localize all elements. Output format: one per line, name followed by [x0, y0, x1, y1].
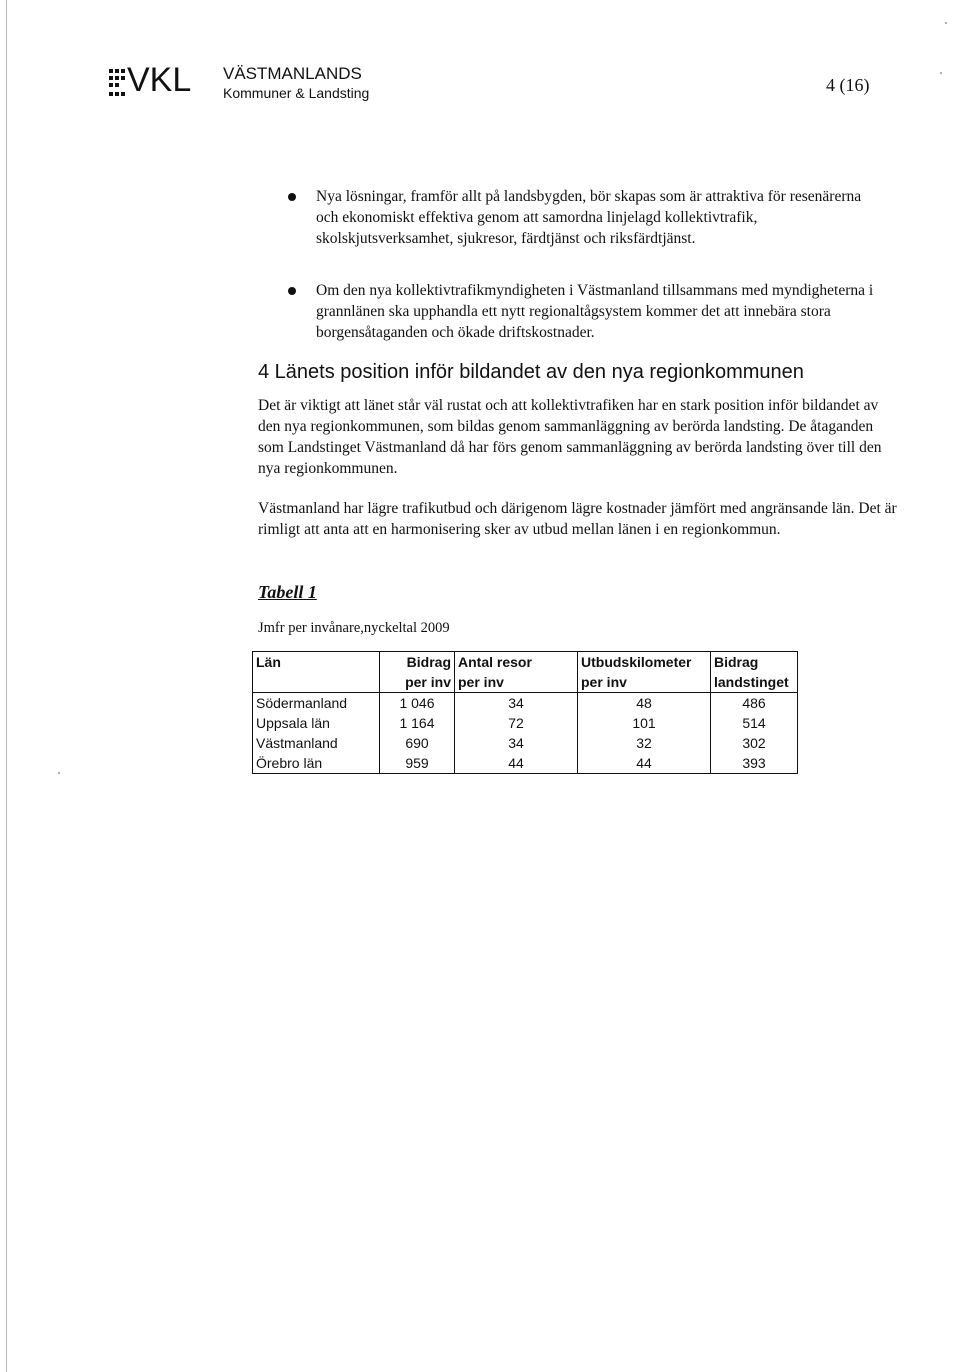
table-row	[253, 733, 798, 753]
org-subtitle: Kommuner & Landsting	[223, 85, 370, 101]
table-caption: Tabell 1	[258, 582, 317, 602]
cell-bidrag-landstinget: 393	[711, 753, 798, 774]
cell-bidrag-landstinget: 514	[711, 713, 798, 733]
header-antal-resor-sub: per inv	[455, 672, 578, 693]
cell-antal-resor: 72	[455, 713, 578, 733]
cell-lan: Södermanland	[253, 693, 380, 714]
scan-edge-line	[6, 0, 7, 1372]
table-row	[253, 693, 798, 714]
logo-text: VKL	[127, 61, 192, 99]
cell-lan: Uppsala län	[253, 713, 380, 733]
header-lan: Län	[253, 652, 380, 673]
org-name: VÄSTMANLANDS	[223, 64, 362, 83]
table-header-row	[253, 652, 798, 673]
cell-utbudskilometer: 48	[578, 693, 711, 714]
cell-antal-resor: 34	[455, 693, 578, 714]
data-table	[252, 651, 798, 774]
scan-speck	[58, 772, 60, 774]
table-header-row	[253, 672, 798, 693]
cell-antal-resor: 44	[455, 753, 578, 774]
header-utbudskilometer-sub: per inv	[578, 672, 711, 693]
header-bidrag-sub: per inv	[380, 672, 455, 693]
cell-bidrag-landstinget: 486	[711, 693, 798, 714]
table-row	[253, 713, 798, 733]
scan-speck	[940, 72, 942, 74]
paragraph: Det är viktigt att länet står väl rustat och att kollektivtrafiken har en stark position inför bildandet av den nya regionkommunen, som bildas genom sammanläggning av berörda landsting. De åtaganden som Landstinget Västmanland då har förs genom sammanläggning av berörda landsting över till den nya regionkommunen.	[258, 397, 882, 477]
cell-utbudskilometer: 32	[578, 733, 711, 753]
header-bidrag-landstinget: Bidrag	[711, 652, 798, 673]
bullet-text: Nya lösningar, framför allt på landsbygden, bör skapas som är attraktiva för resenärerna och ekonomiskt effektiva genom att samordna linjelagd kollektivtrafik, skolskjutsverksamhet, sjukresor, färdtjänst och riksfärdtjänst.	[316, 188, 862, 247]
page-number: 4 (16)	[826, 75, 870, 95]
bullet-item	[316, 280, 886, 343]
cell-lan: Västmanland	[253, 733, 380, 753]
bullet-text: Om den nya kollektivtrafikmyndigheten i Västmanland tillsammans med myndigheterna i grannlänen ska upphandla ett nytt regionaltågsystem kommer det att innebära stora borgensåtaganden och ökade driftskostnader.	[316, 282, 874, 341]
cell-bidrag: 1 164	[380, 713, 455, 733]
table-row	[253, 753, 798, 774]
paragraph: Västmanland har lägre trafikutbud och därigenom lägre kostnader jämfört med angränsande län. Det är rimligt att anta att en harmonisering sker av utbud mellan länen i en regionkommun.	[258, 500, 897, 538]
header-bidrag: Bidrag	[380, 652, 455, 673]
cell-utbudskilometer: 101	[578, 713, 711, 733]
cell-utbudskilometer: 44	[578, 753, 711, 774]
header-utbudskilometer: Utbudskilometer	[578, 652, 711, 673]
cell-bidrag-landstinget: 302	[711, 733, 798, 753]
bullet-item	[316, 186, 886, 249]
section-heading: 4 Länets position inför bildandet av den nya regionkommunen	[258, 361, 804, 383]
bullet-dot-icon	[288, 193, 296, 201]
cell-bidrag: 959	[380, 753, 455, 774]
header-bidrag-landstinget-sub: landstinget	[711, 672, 798, 693]
bullet-dot-icon	[288, 287, 296, 295]
cell-antal-resor: 34	[455, 733, 578, 753]
cell-lan: Örebro län	[253, 753, 380, 774]
cell-bidrag: 690	[380, 733, 455, 753]
cell-bidrag: 1 046	[380, 693, 455, 714]
header-antal-resor: Antal resor	[455, 652, 578, 673]
header-lan-sub	[253, 672, 380, 693]
table-note: Jmfr per invånare,nyckeltal 2009	[258, 620, 450, 636]
scan-speck	[945, 22, 947, 24]
